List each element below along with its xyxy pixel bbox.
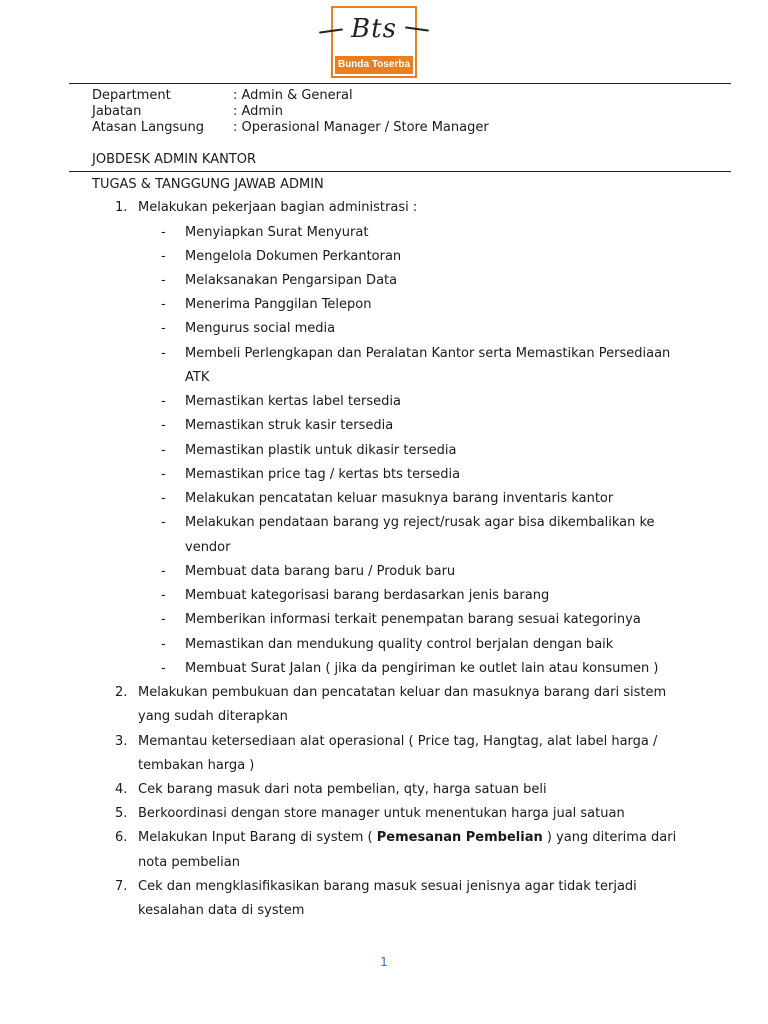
dash-bullet: - <box>161 491 166 506</box>
subitem: Memastikan kertas label tersedia <box>185 394 401 409</box>
dash-bullet: - <box>161 612 166 627</box>
logo-band-text: Bunda Toserba <box>335 56 413 74</box>
item-text: Memantau ketersediaan alat operasional ( Price tag, Hangtag, alat label harga / <box>138 734 658 749</box>
section-heading: TUGAS & TANGGUNG JAWAB ADMIN <box>92 177 324 192</box>
page-number: 1 <box>380 955 388 969</box>
dash-bullet: - <box>161 273 166 288</box>
item-text: Melakukan pembukuan dan pencatatan keluar dan masuknya barang dari sistem <box>138 685 667 700</box>
dash-bullet: - <box>161 297 166 312</box>
item-number: 1. <box>115 200 128 215</box>
item-text: Cek dan mengklasifikasikan barang masuk sesuai jenisnya agar tidak terjadi <box>138 879 637 894</box>
dash-bullet: - <box>161 443 166 458</box>
meta-label: Department <box>92 88 171 103</box>
subitem: Membeli Perlengkapan dan Peralatan Kantor serta Memastikan Persediaan <box>185 346 671 361</box>
subitem: Membuat Surat Jalan ( jika da pengiriman ke outlet lain atau konsumen ) <box>185 661 659 676</box>
item-text: Berkoordinasi dengan store manager untuk menentukan harga jual satuan <box>138 806 625 821</box>
meta-label: Jabatan <box>92 104 142 119</box>
subitem: Memastikan struk kasir tersedia <box>185 418 394 433</box>
dash-bullet: - <box>161 346 166 361</box>
subitem-continuation: ATK <box>185 370 210 385</box>
top-divider <box>69 83 731 84</box>
subitem: Memberikan informasi terkait penempatan barang sesuai kategorinya <box>185 612 641 627</box>
item-number: 4. <box>115 782 128 797</box>
subitem-continuation: vendor <box>185 540 231 555</box>
item-text-continuation: kesalahan data di system <box>138 903 305 918</box>
item-number: 3. <box>115 734 128 749</box>
logo-script-text: Bts <box>351 14 397 44</box>
dash-bullet: - <box>161 588 166 603</box>
item-number: 2. <box>115 685 128 700</box>
subitem: Melakukan pencatatan keluar masuknya barang inventaris kantor <box>185 491 614 506</box>
title-divider <box>69 171 731 172</box>
item-number: 6. <box>115 830 128 845</box>
item-text: Melakukan pekerjaan bagian administrasi : <box>138 200 418 215</box>
dash-bullet: - <box>161 661 166 676</box>
subitem: Mengelola Dokumen Perkantoran <box>185 249 402 264</box>
dash-bullet: - <box>161 225 166 240</box>
company-logo <box>331 6 417 78</box>
item-text-continuation: tembakan harga ) <box>138 758 255 773</box>
page-title: JOBDESK ADMIN KANTOR <box>92 152 257 167</box>
item-text-pre: Melakukan Input Barang di system ( <box>138 830 377 845</box>
dash-bullet: - <box>161 564 166 579</box>
meta-value: : Admin <box>233 104 283 119</box>
subitem: Menyiapkan Surat Menyurat <box>185 225 369 240</box>
subitem: Membuat data barang baru / Produk baru <box>185 564 456 579</box>
dash-bullet: - <box>161 418 166 433</box>
item-text-continuation: yang sudah diterapkan <box>138 709 288 724</box>
dash-bullet: - <box>161 321 166 336</box>
meta-value: : Admin & General <box>233 88 353 103</box>
item-number: 5. <box>115 806 128 821</box>
item-text-bold: Pemesanan Pembelian <box>376 830 543 845</box>
item-text <box>138 830 676 845</box>
subitem: Memastikan plastik untuk dikasir tersedia <box>185 443 457 458</box>
item-number: 7. <box>115 879 128 894</box>
meta-value: : Operasional Manager / Store Manager <box>233 120 489 135</box>
dash-bullet: - <box>161 515 166 530</box>
meta-label: Atasan Langsung <box>92 120 205 135</box>
subitem: Melakukan pendataan barang yg reject/rusak agar bisa dikembalikan ke <box>185 515 655 530</box>
subitem: Melaksanakan Pengarsipan Data <box>185 273 398 288</box>
item-text: Cek barang masuk dari nota pembelian, qty, harga satuan beli <box>138 782 547 797</box>
dash-bullet: - <box>161 637 166 652</box>
dash-bullet: - <box>161 467 166 482</box>
subitem: Memastikan price tag / kertas bts tersedia <box>185 467 461 482</box>
subitem: Mengurus social media <box>185 321 336 336</box>
subitem: Membuat kategorisasi barang berdasarkan jenis barang <box>185 588 550 603</box>
subitem: Memastikan dan mendukung quality control berjalan dengan baik <box>185 637 614 652</box>
item-text-post: ) yang diterima dari <box>542 830 677 845</box>
subitem: Menerima Panggilan Telepon <box>185 297 372 312</box>
dash-bullet: - <box>161 394 166 409</box>
dash-bullet: - <box>161 249 166 264</box>
item-text-continuation: nota pembelian <box>138 855 240 870</box>
